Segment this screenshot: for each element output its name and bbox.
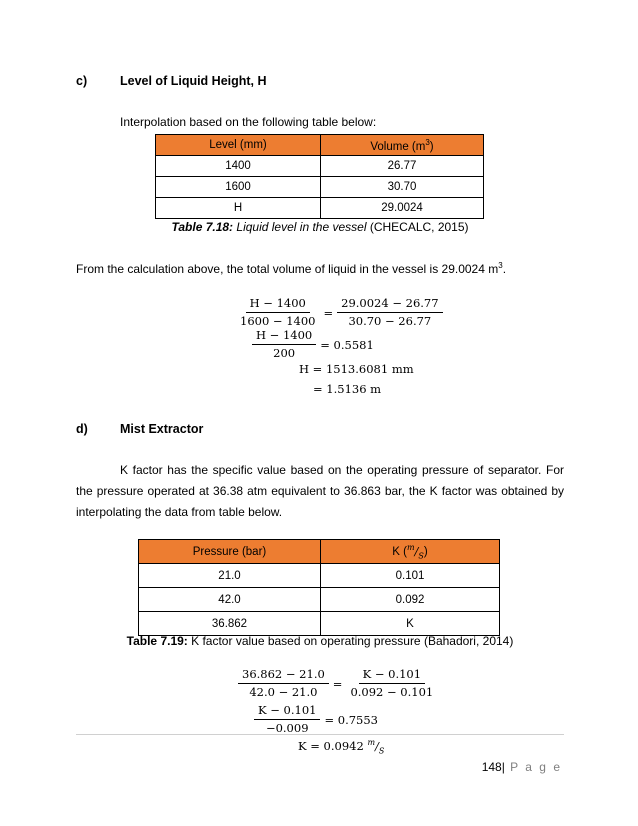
cell-k: 0.092	[321, 588, 500, 612]
section-c-letter: c)	[76, 74, 88, 88]
section-c-title: Level of Liquid Height, H	[120, 74, 267, 88]
table-row	[156, 156, 484, 177]
equation-c-4: = 1.5136 m	[313, 382, 382, 396]
cell-pressure: 42.0	[139, 588, 321, 612]
header-level: Level (mm)	[156, 135, 321, 156]
page-footer	[482, 760, 562, 774]
footer-divider	[76, 734, 564, 735]
table-row	[139, 564, 500, 588]
page-word: P a g e	[504, 760, 562, 774]
equation-c-3: H = 1513.6081 mm	[299, 362, 414, 376]
cell-pressure: 36.862	[139, 612, 321, 636]
cell-level: H	[156, 198, 321, 219]
header-k: K $(^m/_S)$	[321, 540, 500, 564]
table-row	[156, 177, 484, 198]
cell-volume: 26.77	[321, 156, 484, 177]
section-d-title: Mist Extractor	[120, 422, 204, 436]
table-row	[139, 612, 500, 636]
table-7-18-caption: Table 7.18: Liquid level in the vessel (CHECALC, 2015)	[171, 220, 469, 234]
cell-level: 1600	[156, 177, 321, 198]
section-c-intro: Interpolation based on the following table below:	[120, 115, 377, 129]
equation-c-1: $\frac{H - 1400}{1600 - 1400}$ = $\frac{29.0024 - 26.77}{30.70 - 26.77}$	[236, 296, 443, 329]
page-separator: |	[501, 760, 505, 774]
cell-level: 1400	[156, 156, 321, 177]
equation-d-2: $\frac{K - 0.101}{-0.009}$ = 0.7553	[254, 703, 378, 736]
section-d-letter: d)	[76, 422, 88, 436]
equation-d-1: $\frac{36.862 - 21.0}{42.0 - 21.0}$ = $\frac{K - 0.101}{0.092 - 0.101}$	[238, 667, 437, 700]
cell-k: K	[321, 612, 500, 636]
header-volume: Volume $(m^3)$	[321, 135, 484, 156]
table-row	[156, 198, 484, 219]
table-row	[139, 588, 500, 612]
section-c-conclusion: From the calculation above, the total volume of liquid in the vessel is 29.0024 $m^3$.	[76, 261, 507, 276]
cell-volume: 30.70	[321, 177, 484, 198]
equation-d-3: K = 0.0942 $^m/_S$	[298, 738, 385, 756]
liquid-level-table	[155, 134, 484, 219]
section-d-paragraph: K factor has the specific value based on the operating pressure of separator. For the pressure operated at 36.38 atm equivalent to 36.863 bar, the K factor was obtained by interpolating the data from table below.	[76, 463, 564, 519]
page-number: 148	[481, 760, 502, 774]
header-pressure: Pressure (bar)	[139, 540, 321, 564]
cell-k: 0.101	[321, 564, 500, 588]
k-factor-table	[138, 539, 500, 636]
table-7-19-caption: Table 7.19: K factor value based on operating pressure (Bahadori, 2014)	[126, 634, 514, 648]
equation-c-2: $\frac{H - 1400}{200}$ = 0.5581	[252, 328, 374, 361]
cell-volume: 29.0024	[321, 198, 484, 219]
cell-pressure: 21.0	[139, 564, 321, 588]
